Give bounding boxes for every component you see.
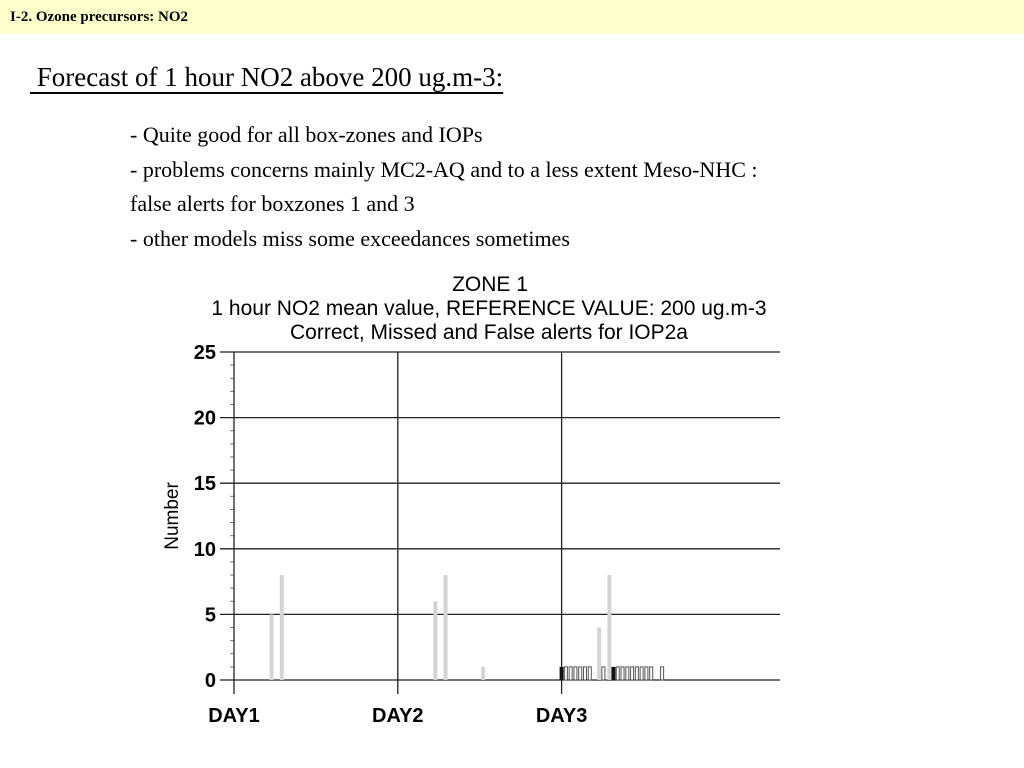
y-tick-label: 15 [193,473,216,496]
bar [433,601,437,680]
chart-subtitle: 1 hour NO2 mean value, REFERENCE VALUE: 200 ug.m-3 [211,297,767,320]
bar [621,667,624,680]
bar [635,667,638,680]
bar [444,575,448,680]
bar [631,667,634,680]
bar [280,575,284,680]
bar [607,575,611,680]
bar [626,667,629,680]
bar [574,667,577,680]
y-tick-label: 20 [193,407,216,430]
bullet-item: false alerts for boxzones 1 and 3 [130,191,415,216]
x-tick-label: DAY2 [372,705,424,727]
chart-subtitle: Correct, Missed and False alerts for IOP2a [290,321,688,344]
bar [564,667,567,680]
y-tick-label: 25 [193,342,216,364]
y-tick-label: 0 [204,670,216,692]
bar [597,628,601,680]
bar [645,667,648,680]
header-title: I-2. Ozone precursors: NO2 [10,9,189,25]
bullet-item: - other models miss some exceedances sometimes [130,225,570,251]
plot-area [194,342,780,727]
bar [560,667,564,680]
bar [588,667,591,680]
slide-heading: Forecast of 1 hour NO2 above 200 ug.m-3: [30,62,504,92]
bar [650,667,653,680]
bar [616,667,619,680]
bar [579,667,582,680]
bar [602,667,605,680]
bullet-item: - problems concerns mainly MC2-AQ and to a less extent Meso-NHC : [130,156,758,182]
bar [583,667,586,680]
bar [270,614,274,680]
bar [569,667,572,680]
bar [611,667,615,680]
y-axis-label: Number [162,482,183,550]
x-tick-label: DAY3 [535,705,588,727]
bar [481,667,485,680]
bar [640,667,643,680]
chart-title: ZONE 1 [452,273,528,296]
bullet-item: - Quite good for all box-zones and IOPs [130,122,483,147]
y-tick-label: 5 [204,604,216,627]
bar [661,667,664,680]
y-tick-label: 10 [193,538,216,561]
x-tick-label: DAY1 [208,705,260,727]
